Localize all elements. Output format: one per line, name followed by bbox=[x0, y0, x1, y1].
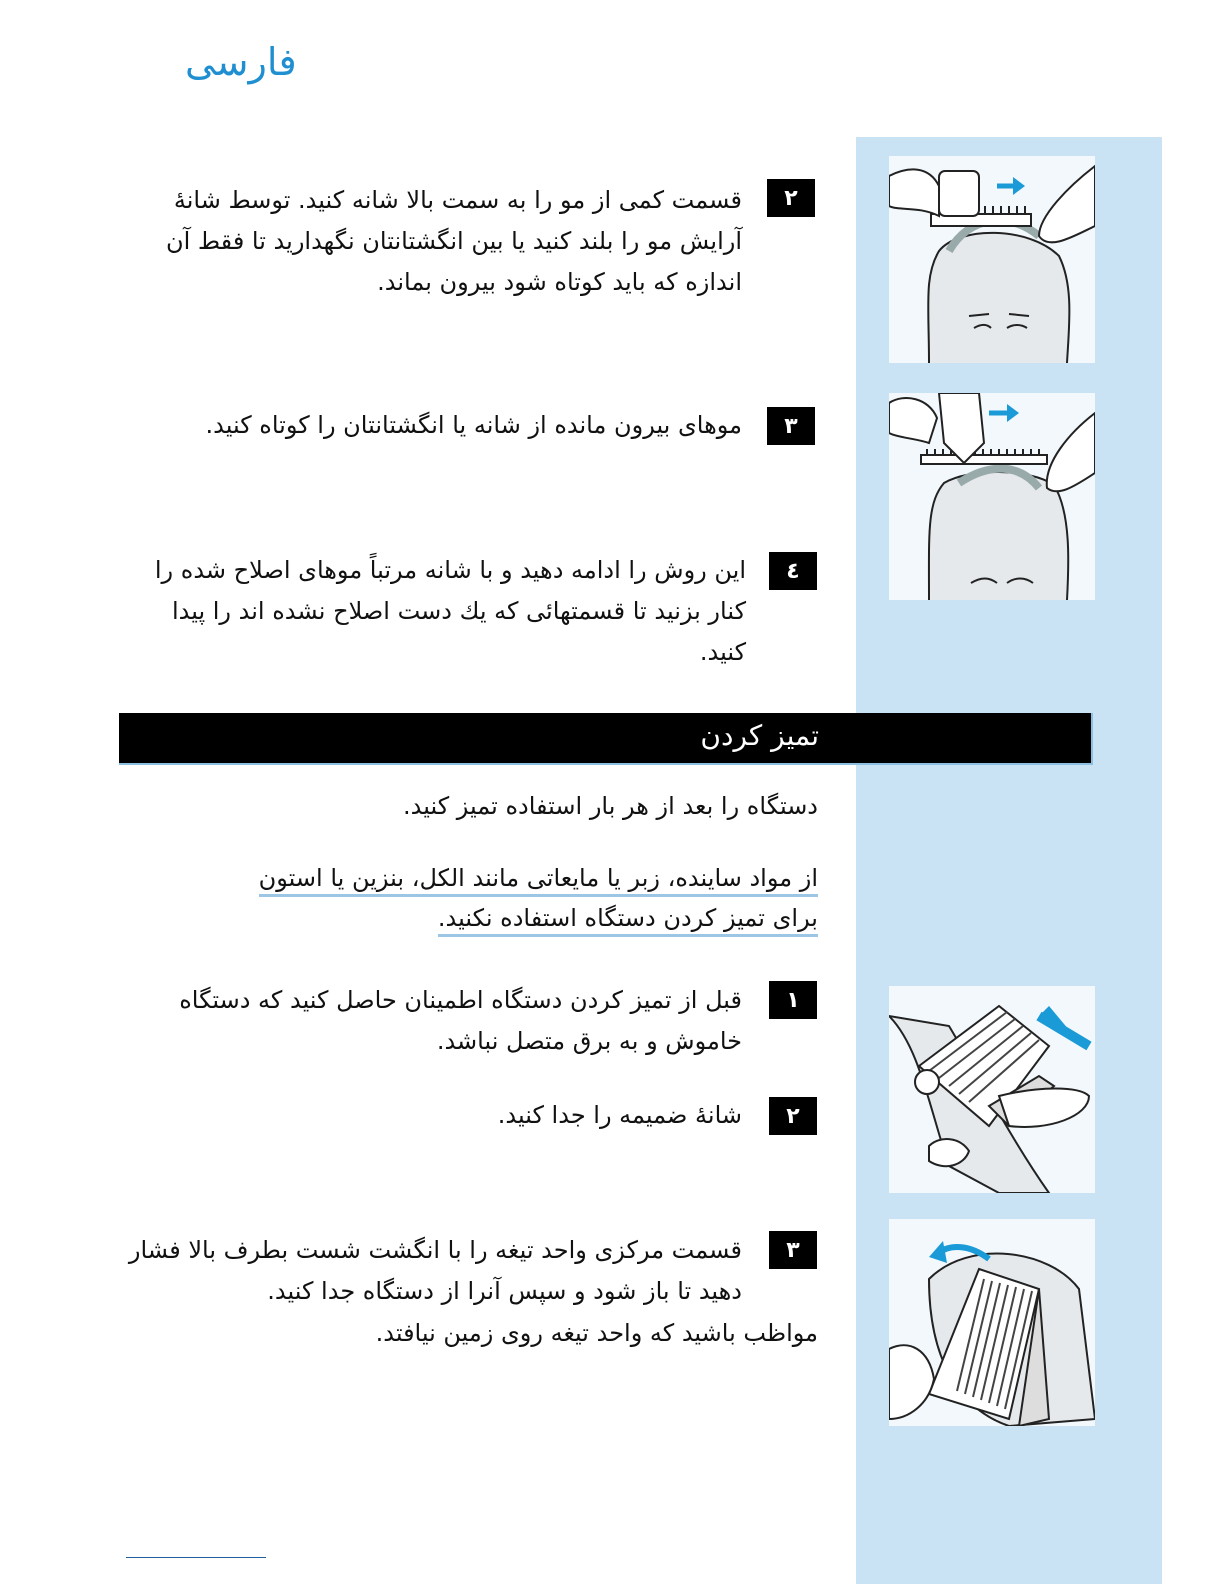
warning-line: برای تمیز کردن دستگاه استفاده نکنید. bbox=[438, 904, 818, 937]
step-text: قسمت مرکزی واحد تیغه را با انگشت شست بطرف بالا فشار دهید تا باز شود و سپس آنرا از دستگاه جدا کنید. bbox=[128, 1236, 742, 1305]
step-number-badge: ۲ bbox=[767, 179, 815, 217]
language-title: فارسی bbox=[185, 40, 297, 84]
step-text: قسمت کمی از مو را به سمت بالا شانه کنید. توسط شانهٔ آرایش مو را بلند کنید یا بین انگشتانتان نگهدارید تا فقط آن اندازه که باید کوتاه شود بیرون بماند. bbox=[165, 186, 742, 296]
step-text: قبل از تمیز کردن دستگاه اطمینان حاصل کنید که دستگاه خاموش و به برق متصل نباشد. bbox=[179, 986, 742, 1055]
caution-text: مواظب باشید که واحد تیغه روی زمین نیافتد. bbox=[375, 1319, 818, 1347]
pointer-notch bbox=[856, 174, 889, 210]
step-number-badge: ۳ bbox=[769, 1231, 817, 1269]
warning-line: از مواد ساینده، زبر یا مایعاتی مانند الکل، بنزین یا استون bbox=[259, 864, 818, 897]
cut-hair-illustration bbox=[889, 393, 1095, 600]
step-number-badge: ٤ bbox=[769, 552, 817, 590]
pointer-notch bbox=[856, 1097, 889, 1133]
comb-lift-illustration bbox=[889, 156, 1095, 363]
pointer-notch bbox=[856, 1232, 889, 1268]
remove-comb-illustration bbox=[889, 986, 1095, 1193]
step-number-badge: ۲ bbox=[769, 1097, 817, 1135]
section-header-bar bbox=[119, 713, 1093, 765]
step-text: این روش را ادامه دهید و با شانه مرتباً موهای اصلاح شده را کنار بزنید تا قسمتهائی که یك دست اصلاح نشده اند را پیدا کنید. bbox=[154, 556, 746, 666]
footer-rule bbox=[126, 1557, 266, 1558]
step-text: شانهٔ ضمیمه را جدا کنید. bbox=[497, 1101, 742, 1129]
pointer-notch bbox=[856, 408, 889, 444]
step-number-badge: ۳ bbox=[767, 407, 815, 445]
step-text: موهای بیرون مانده از شانه یا انگشتانتان را کوتاه کنید. bbox=[205, 411, 742, 439]
cleaning-warning bbox=[190, 858, 818, 938]
step-number-badge: ۱ bbox=[769, 981, 817, 1019]
section-title: تمیز کردن bbox=[700, 719, 819, 752]
cleaning-intro: دستگاه را بعد از هر بار استفاده تمیز کنید. bbox=[403, 792, 818, 820]
open-blade-illustration bbox=[889, 1219, 1095, 1426]
